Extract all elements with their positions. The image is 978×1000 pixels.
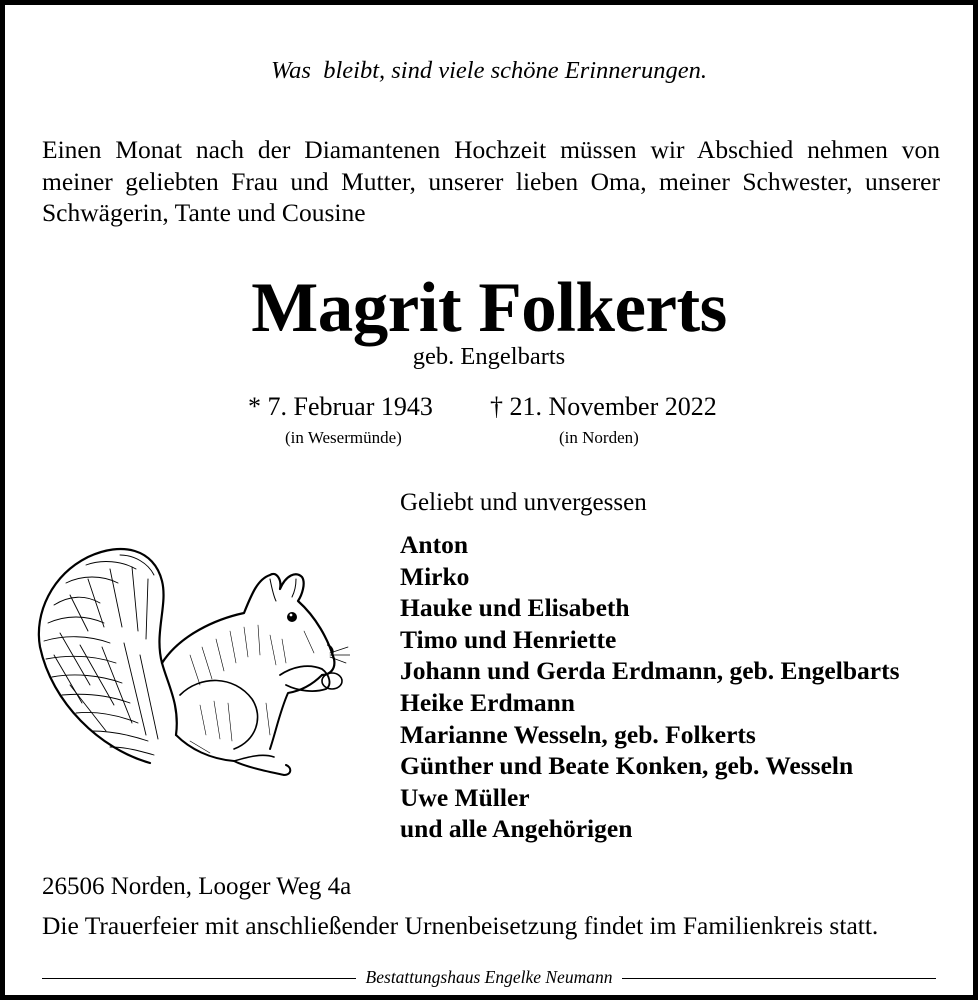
- squirrel-icon: [30, 535, 350, 795]
- mourner-name: und alle Angehörigen: [400, 814, 633, 844]
- birth-place: (in Wesermünde): [285, 428, 402, 447]
- mourner-name: Heike Erdmann: [400, 687, 575, 717]
- death-date: † 21. November 2022: [490, 392, 717, 421]
- mourner-name: Anton: [400, 530, 469, 559]
- motto: Was bleibt, sind viele schöne Erinnerungen.: [271, 57, 707, 84]
- deceased-name: Magrit Folkerts: [251, 269, 727, 347]
- mourners-greeting: Geliebt und unvergessen: [400, 489, 647, 516]
- death-place: (in Norden): [559, 428, 639, 447]
- mourners-list: [400, 529, 900, 845]
- address: 26506 Norden, Looger Weg 4a: [42, 873, 352, 900]
- funeral-notice: Die Trauerfeier mit anschließender Urnenbeisetzung findet im Familienkreis statt.: [42, 911, 879, 940]
- intro-paragraph: Einen Monat nach der Diamantenen Hochzeit müssen wir Abschied nehmen von meiner geliebten Frau und Mutter, unserer lieben Oma, meiner Schwester, unserer Schwägerin, Tante und Cousine: [42, 135, 940, 227]
- mourner-name: Timo und Henriette: [400, 624, 617, 654]
- maiden-name: geb. Engelbarts: [412, 343, 566, 370]
- funeral-home-name: Bestattungshaus Engelke Neumann: [356, 967, 623, 987]
- mourner-name: Johann und Gerda Erdmann, geb. Engelbarts: [400, 656, 900, 686]
- mourner-name: Günther und Beate Konken, geb. Wesseln: [400, 751, 854, 781]
- mourner-name: Marianne Wesseln, geb. Folkerts: [400, 719, 756, 749]
- footer: [0, 967, 978, 988]
- intro-text: [42, 134, 940, 229]
- mourner-name: Hauke und Elisabeth: [400, 593, 630, 623]
- birth-date: * 7. Februar 1943: [248, 392, 433, 421]
- mourner-name: Mirko: [400, 561, 470, 591]
- mourner-name: Uwe Müller: [400, 782, 530, 812]
